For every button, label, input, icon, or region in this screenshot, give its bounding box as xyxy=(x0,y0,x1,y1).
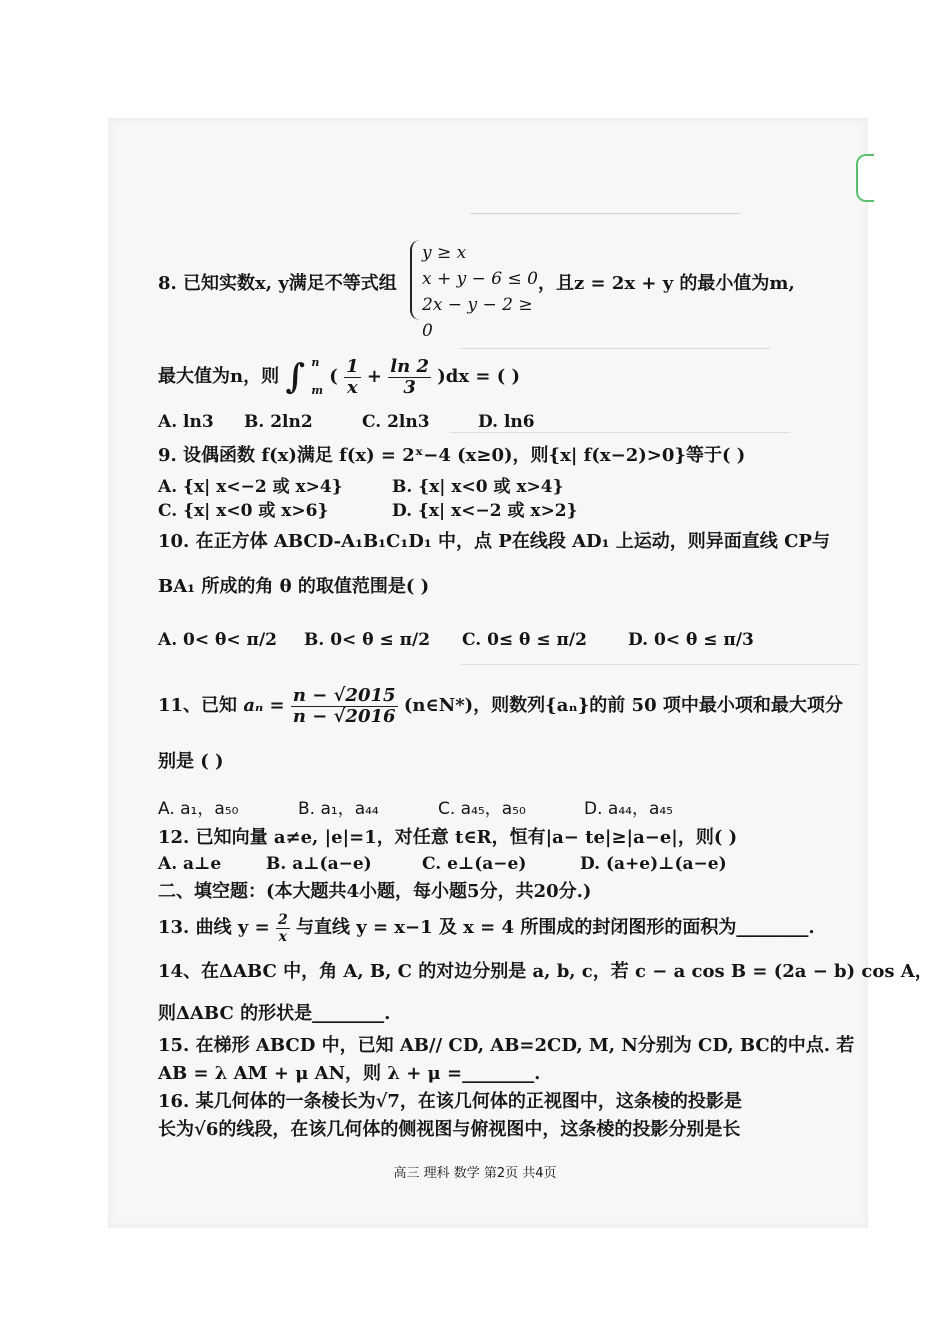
q12-option-b: B. a⊥(a−e) xyxy=(266,854,372,874)
q11-fraction xyxy=(291,686,398,727)
q15-text-2: AB = λ AM + μ AN，则 λ + μ =________. xyxy=(158,1063,541,1084)
section-heading: 二、填空题：(本大题共4小题，每小题5分，共20分.) xyxy=(158,881,592,902)
q13-suffix: 与直线 y = x−1 及 x = 4 所围成的封闭图形的面积为________. xyxy=(295,917,815,938)
fraction-denominator: x xyxy=(278,928,287,945)
fraction-ln2-over-3 xyxy=(388,357,431,398)
q10-text-2: BA₁ 所成的角 θ 的取值范围是( ) xyxy=(158,576,430,597)
q12-option-c: C. e⊥(a−e) xyxy=(422,854,527,874)
q13-fraction xyxy=(276,912,290,945)
q13-line xyxy=(158,906,815,950)
q9-text: 9. 设偶函数 f(x)满足 f(x) = 2ˣ−4 (x≥0)，则{x| f(x−2)>0}等于( ) xyxy=(158,445,746,466)
q8-option-a: A. ln3 xyxy=(158,412,214,432)
q15-text-1: 15. 在梯形 ABCD 中，已知 AB// CD, AB=2CD, M, N分别为 CD, BC的中点. 若 xyxy=(158,1035,855,1056)
fraction-1-over-x xyxy=(344,357,361,398)
fraction-numerator: 1 xyxy=(346,355,359,377)
q8-tail: ，且z = 2x + y 的最小值为m, xyxy=(538,273,795,294)
q10-text-1: 10. 在正方体 ABCD-A₁B₁C₁D₁ 中，点 P在线段 AD₁ 上运动，则异面直线 CP与 xyxy=(158,531,830,552)
q11-option-b: B. a₁，a₄₄ xyxy=(298,799,379,819)
integral-lower-limit: m xyxy=(311,384,323,397)
page-footer: 高三 理科 数学 第2页 共4页 xyxy=(393,1166,557,1181)
q11-prefix: 11、已知 xyxy=(158,695,238,716)
floating-tab-edge[interactable] xyxy=(856,154,874,202)
q9-option-a: A. {x| x<−2 或 x>4} xyxy=(158,477,343,497)
q11-option-d: D. a₄₄，a₄₅ xyxy=(584,799,673,819)
q8-inequality: x + y − 6 ≤ 0 xyxy=(422,269,538,289)
q8-option-b: B. 2ln2 xyxy=(244,412,313,432)
q11-text-2: 别是 ( ) xyxy=(158,751,224,772)
bleed-through-mark xyxy=(460,348,770,350)
q8-intro: 8. 已知实数x, y满足不等式组 xyxy=(158,273,397,294)
q9-option-b: B. {x| x<0 或 x>4} xyxy=(392,477,564,497)
q8-line2 xyxy=(158,352,520,402)
fraction-denominator: x xyxy=(346,376,358,398)
q8-plus: + xyxy=(366,366,382,387)
q11-option-a: A. a₁，a₅₀ xyxy=(158,799,239,819)
q12-option-a: A. a⊥e xyxy=(158,854,222,874)
q11-option-c: C. a₄₅，a₅₀ xyxy=(438,799,526,819)
bleed-through-mark xyxy=(450,432,790,434)
q11-suffix: (n∈N*)，则数列{aₙ}的前 50 项中最小项和最大项分 xyxy=(403,695,843,716)
integral-upper-limit: n xyxy=(311,356,320,369)
q8-inequality: 2x − y − 2 ≥ 0 xyxy=(422,295,533,341)
q12-option-d: D. (a+e)⊥(a−e) xyxy=(580,854,727,874)
bleed-through-mark xyxy=(470,213,740,215)
q11-lhs: aₙ = xyxy=(243,695,285,716)
q10-option-b: B. 0< θ ≤ π/2 xyxy=(304,630,431,650)
q13-prefix: 13. 曲线 y = xyxy=(158,917,270,938)
bleed-through-mark xyxy=(460,664,860,666)
q14-text-1: 14、在ΔABC 中，角 A, B, C 的对边分别是 a, b, c，若 c − a cos B = (2a − b) cos A， xyxy=(158,961,933,982)
q8-inequality-system xyxy=(410,240,542,341)
q8-line2-tail: )dx = ( ) xyxy=(437,366,521,387)
fraction-numerator: ln 2 xyxy=(390,355,429,377)
q8-line2-text: 最大值为n，则 xyxy=(158,366,280,387)
q9-option-d: D. {x| x<−2 或 x>2} xyxy=(392,501,578,521)
q10-option-c: C. 0≤ θ ≤ π/2 xyxy=(462,630,587,650)
fraction-denominator: n − √2016 xyxy=(292,705,396,727)
q16-text-2: 长为√6的线段，在该几何体的侧视图与俯视图中，这条棱的投影分别是长 xyxy=(158,1119,741,1140)
fraction-denominator: 3 xyxy=(403,376,416,398)
q10-option-a: A. 0< θ< π/2 xyxy=(158,630,277,650)
q11-line-1 xyxy=(158,684,843,728)
q8-option-d: D. ln6 xyxy=(478,412,535,432)
q16-text-1: 16. 某几何体的一条棱长为√7，在该几何体的正视图中，这条棱的投影是 xyxy=(158,1091,742,1112)
q8-inequality: y ≥ x xyxy=(422,243,467,263)
q8-option-c: C. 2ln3 xyxy=(362,412,430,432)
q12-text: 12. 已知向量 a≠e, |e|=1，对任意 t∈R，恒有|a− te|≥|a−e|，则( ) xyxy=(158,827,738,848)
q9-option-c: C. {x| x<0 或 x>6} xyxy=(158,501,329,521)
fraction-numerator: n − √2015 xyxy=(292,684,396,706)
q10-option-d: D. 0< θ ≤ π/3 xyxy=(628,630,754,650)
q8-paren-open: ( xyxy=(329,366,338,387)
fraction-numerator: 2 xyxy=(277,911,288,928)
q14-text-2: 则ΔABC 的形状是________. xyxy=(158,1003,391,1024)
integral-sign: ∫ xyxy=(285,357,306,397)
